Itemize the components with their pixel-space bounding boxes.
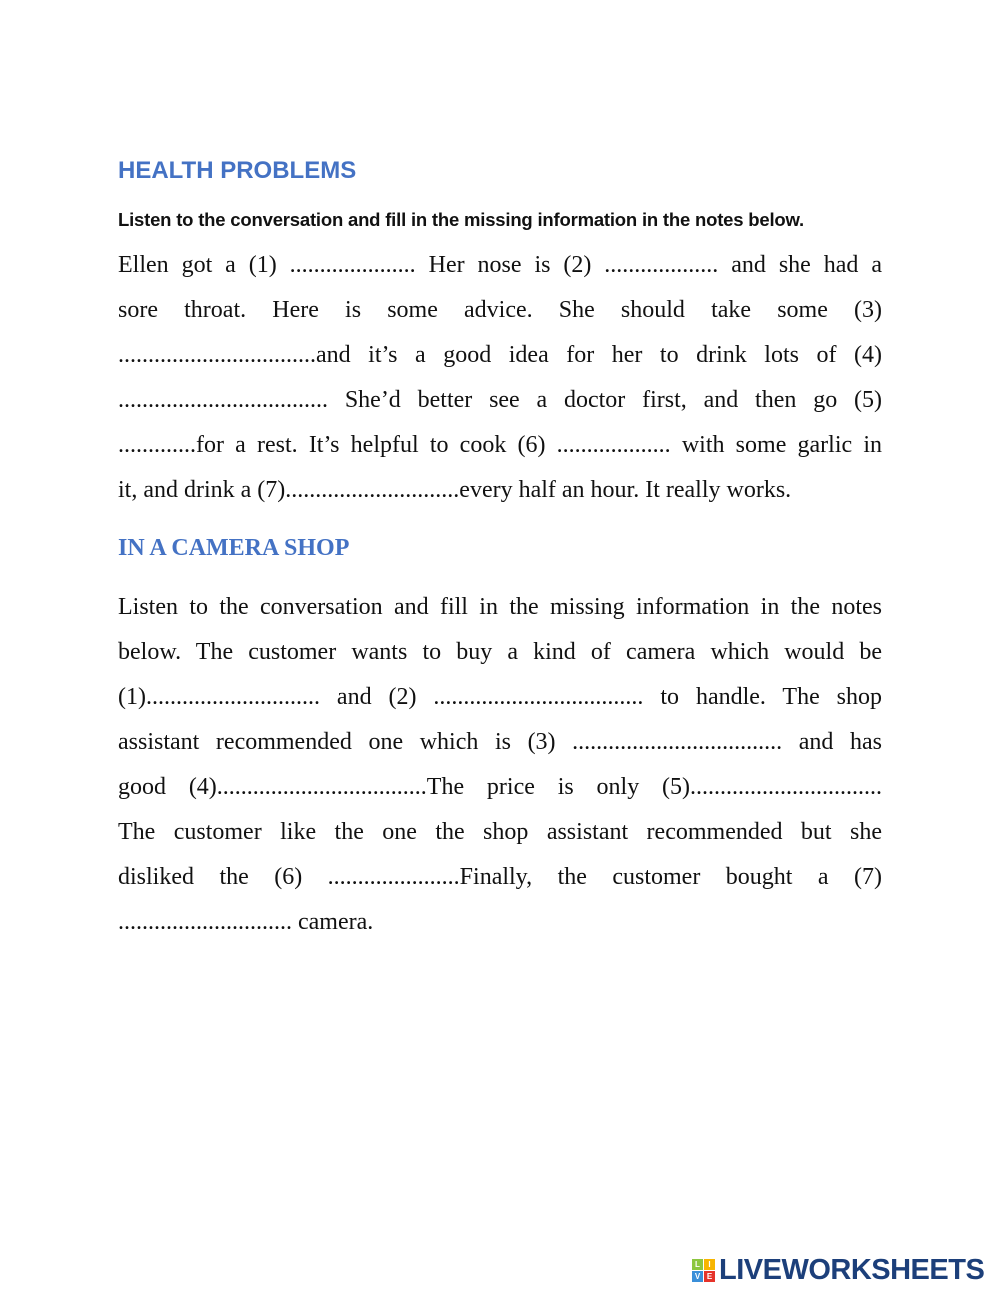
paragraph-line: disliked the (6) ......................Finally, the customer bought a (7) — [118, 864, 882, 890]
paragraph-line: it, and drink a (7).............................every half an hour. It really works. — [118, 477, 792, 503]
logo-tiles-icon — [692, 1259, 715, 1282]
paragraph-line: The customer like the one the shop assistant recommended but she — [118, 819, 882, 845]
paragraph-line: Listen to the conversation and fill in the missing information in the notes — [118, 594, 882, 620]
paragraph-line: (1)............................. and (2) ................................... to handle. The shop — [118, 684, 882, 710]
logo-tile: V — [692, 1271, 703, 1282]
paragraph-line: assistant recommended one which is (3) ................................... and has — [118, 729, 882, 755]
paragraph-line: .................................and it’s a good idea for her to drink lots of (4) — [118, 342, 882, 368]
camera-paragraph — [118, 585, 882, 945]
instruction-text: Listen to the conversation and fill in the missing information in the notes below. — [118, 209, 804, 230]
paragraph-line: ............................. camera. — [118, 909, 374, 935]
logo-tile: E — [704, 1271, 715, 1282]
logo-tile: L — [692, 1259, 703, 1270]
logo-tile: I — [704, 1259, 715, 1270]
paragraph-line: Ellen got a (1) ..................... Her nose is (2) ................... and she had a — [118, 252, 882, 278]
paragraph-line: sore throat. Here is some advice. She should take some (3) — [118, 297, 882, 323]
paragraph-line: good (4)...................................The price is only (5)................................ — [118, 774, 882, 800]
paragraph-line: below. The customer wants to buy a kind of camera which would be — [118, 639, 882, 665]
paragraph-line: .............for a rest. It’s helpful to cook (6) ................... with some garlic in — [118, 432, 882, 458]
liveworksheets-logo — [692, 1254, 984, 1287]
paragraph-line: ................................... She’d better see a doctor first, and then go (5) — [118, 387, 882, 413]
section-title-health-problems: HEALTH PROBLEMS — [118, 157, 357, 184]
health-paragraph — [118, 243, 882, 513]
logo-text: LIVEWORKSHEETS — [719, 1254, 985, 1286]
section-title-camera-shop: IN A CAMERA SHOP — [118, 535, 350, 561]
